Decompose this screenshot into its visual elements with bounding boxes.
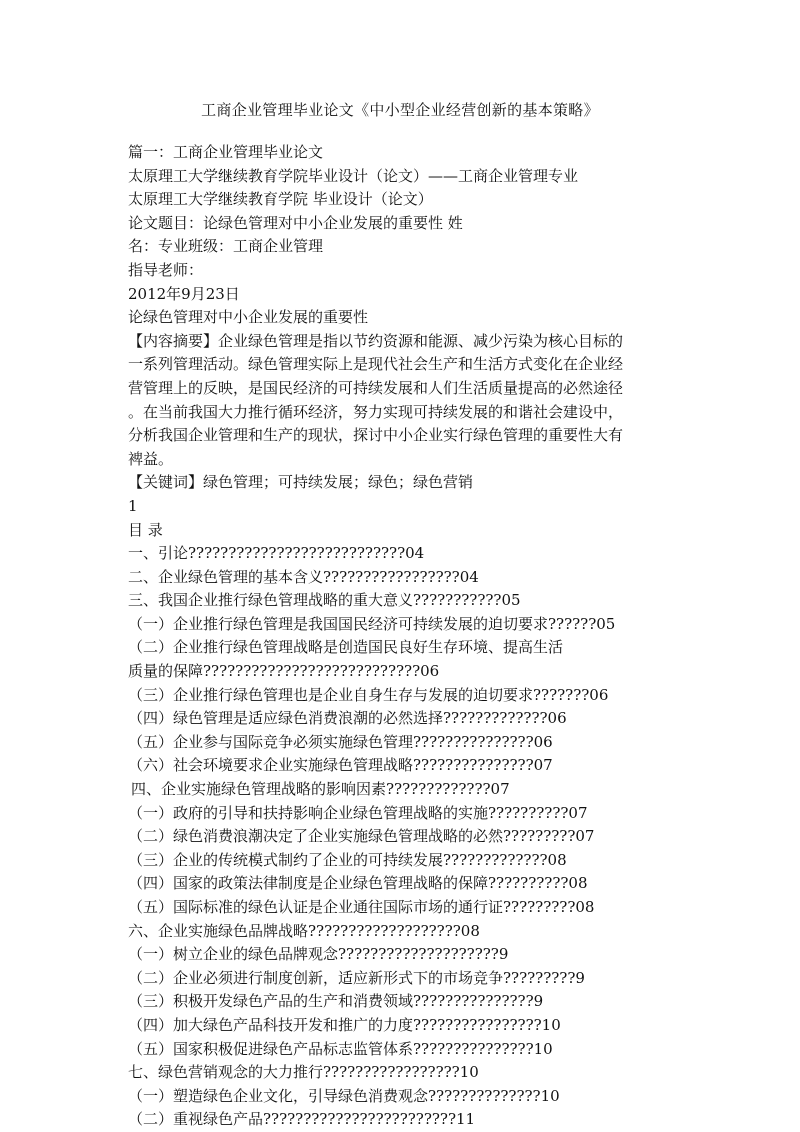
toc-entry: 四、企业实施绿色管理战略的影响因素?????????????07	[131, 780, 510, 799]
abstract-line: 分析我国企业管理和生产的现状，探讨中小企业实行绿色管理的重要性大有	[128, 426, 624, 445]
toc-entry: （一）塑造绿色企业文化，引导绿色消费观念??????????????10	[128, 1086, 560, 1105]
toc-entry: 质量的保障???????????????????????????06	[128, 662, 440, 681]
abstract-line: 营管理上的反映，是国民经济的可持续发展和人们生活质量提高的必然途径	[128, 378, 624, 397]
toc-entry: （二）绿色消费浪潮决定了企业实施绿色管理战略的必然?????????07	[128, 827, 595, 846]
toc-entry: （三）企业推行绿色管理也是企业自身生存与发展的迫切要求???????06	[128, 685, 609, 704]
toc-entry: （三）企业的传统模式制约了企业的可持续发展?????????????08	[128, 850, 567, 869]
section-heading: 篇一：工商企业管理毕业论文	[128, 143, 324, 161]
toc-entry: （四）绿色管理是适应绿色消费浪潮的必然选择?????????????06	[128, 709, 567, 728]
paper-title-line: 论绿色管理对中小企业发展的重要性	[128, 308, 369, 327]
date-line: 2012年9月23日	[128, 284, 240, 303]
toc-entry: （二）企业推行绿色管理战略是创造国民良好生存环境、提高生活	[128, 638, 564, 657]
toc-entry: （二）重视绿色产品????????????????????????11	[128, 1110, 476, 1129]
abstract-line: 裨益。	[128, 449, 174, 468]
toc-entry: （二）企业必须进行制度创新，适应新形式下的市场竞争?????????9	[128, 968, 585, 987]
header-line: 太原理工大学继续教育学院 毕业设计（论文）	[128, 190, 433, 209]
toc-entry: （四）国家的政策法律制度是企业绿色管理战略的保障??????????08	[128, 874, 588, 893]
document-title: 工商企业管理毕业论文《中小型企业经营创新的基本策略》	[201, 101, 599, 119]
toc-entry: （六）社会环境要求企业实施绿色管理战略???????????????07	[128, 756, 553, 775]
document-body	[128, 141, 673, 1132]
abstract-line: 【内容摘要】企业绿色管理是指以节约资源和能源、减少污染为核心目标的	[128, 331, 624, 350]
toc-heading: 目 录	[128, 520, 163, 539]
toc-entry: （一）企业推行绿色管理是我国国民经济可持续发展的迫切要求??????05	[128, 614, 616, 633]
toc-entry: （三）积极开发绿色产品的生产和消费领域???????????????9	[128, 992, 544, 1011]
header-line: 太原理工大学继续教育学院毕业设计（论文）——工商企业管理专业	[128, 166, 579, 185]
toc-entry: （一）政府的引导和扶持影响企业绿色管理战略的实施??????????07	[128, 803, 588, 822]
toc-entry: （一）树立企业的绿色品牌观念????????????????????9	[128, 945, 509, 964]
toc-entry: 一、引论???????????????????????????04	[128, 544, 425, 563]
page-number: 1	[128, 496, 138, 515]
toc-entry: 六、企业实施绿色品牌战略???????????????????08	[128, 921, 480, 940]
toc-entry: （五）国家积极促进绿色产品标志监管体系???????????????10	[128, 1039, 553, 1058]
toc-entry: （五）企业参与国际竞争必须实施绿色管理???????????????06	[128, 732, 553, 751]
toc-entry: （四）加大绿色产品科技开发和推广的力度????????????????10	[128, 1015, 561, 1034]
header-line: 论文题目：论绿色管理对中小企业发展的重要性 姓	[128, 213, 463, 232]
toc-entry: （五）国际标准的绿色认证是企业通往国际市场的通行证?????????08	[128, 898, 595, 916]
toc-entry: 七、绿色营销观念的大力推行?????????????????10	[128, 1063, 479, 1082]
keywords-line: 【关键词】绿色管理；可持续发展；绿色；绿色营销	[128, 473, 474, 492]
toc-entry: 二、企业绿色管理的基本含义?????????????????04	[128, 567, 479, 586]
toc-entry: 三、我国企业推行绿色管理战略的重大意义???????????05	[128, 591, 521, 610]
abstract-line: 。在当前我国大力推行循环经济，努力实现可持续发展的和谐社会建设中，	[128, 402, 624, 421]
abstract-line: 一系列管理活动。绿色管理实际上是现代社会生产和生活方式变化在企业经	[128, 355, 624, 374]
header-line: 名：专业班级：工商企业管理	[128, 237, 324, 256]
header-line: 指导老师：	[128, 260, 204, 279]
